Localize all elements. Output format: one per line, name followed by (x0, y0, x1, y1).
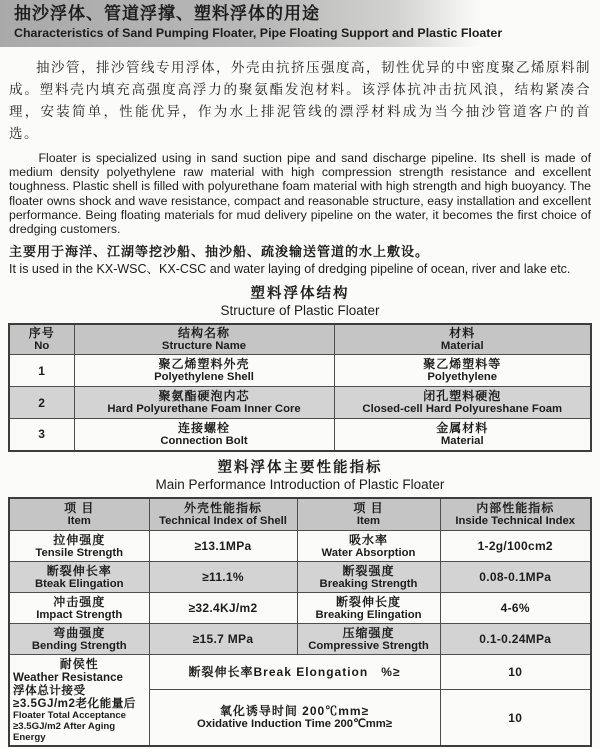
oxidative-induction-value: 10 (440, 689, 591, 746)
structure-table-header-row (9, 324, 591, 355)
row-material: 聚乙烯塑料等 Polyethylene (334, 355, 591, 387)
header-item-shell: 项 目 Item (9, 498, 149, 531)
table-row-weather-a (9, 655, 591, 690)
performance-section-heading (0, 460, 600, 493)
inside-value: 0.08-0.1MPa (440, 562, 591, 593)
inside-value: 1-2g/100cm2 (440, 531, 591, 562)
structure-table (8, 323, 592, 452)
inside-value: 4-6% (440, 593, 591, 624)
inside-item: 吸水率 Water Absorption (297, 531, 440, 562)
intro-paragraph-en: Floater is specialized using in sand suction pipe and sand discharge pipeline. Its shell is made of medium density polyethylene raw material with high compression strength resistance and excellent toughness. Plastic shell is filled with polyurethane foam material with high strength and high buoyancy. The floater owns shock and wave resistance, compact and reasonable structure, easy installation and excellent performance. Being floating materials for mud delivery pipeline on the water, it becomes the first choice of dredging customers. (9, 151, 591, 237)
table-row (9, 624, 591, 655)
row-no: 2 (9, 387, 74, 419)
header-inside-index: 内部性能指标 Inside Technical Index (440, 498, 591, 531)
performance-heading-en: Main Performance Introduction of Plastic Floater (155, 476, 445, 492)
shell-value: ≥13.1MPa (149, 531, 297, 562)
shell-value: ≥11.1% (149, 562, 297, 593)
usage-line-en: It is used in the KX-WSC、KX-CSC and water laying of dredging pipeline of ocean, river and lake etc. (9, 262, 571, 277)
header-item-inside: 项 目 Item (297, 498, 440, 531)
usage-block (9, 243, 591, 278)
table-row (9, 355, 591, 387)
performance-table-header-row (9, 498, 591, 531)
header-shell-index: 外壳性能指标 Technical Index of Shell (149, 498, 297, 531)
structure-section-heading (0, 286, 600, 319)
table-row (9, 593, 591, 624)
break-elongation-value: 10 (440, 655, 591, 690)
header-no: 序号 No (9, 324, 74, 355)
inside-item: 压缩强度 Compressive Strength (297, 624, 440, 655)
row-no: 3 (9, 419, 74, 451)
weather-resistance-cell: 耐侯性 Weather Resistance 浮体总计接受≥3.5GJ/m2老化能量后 Floater Total Acceptance ≥3.5GJ/m2 After Aging Energy (9, 655, 149, 747)
usage-line-zh: 主要用于海洋、江湖等挖沙船、抽沙船、疏浚输送管道的水上敷设。 (9, 244, 430, 260)
break-elongation-label: 断裂伸长率Break Elongation %≥ (149, 655, 440, 690)
table-row (9, 562, 591, 593)
shell-item: 弯曲强度 Bending Strength (9, 624, 149, 655)
oxidative-induction-label: 氧化诱导时间 200℃mm≥ Oxidative Induction Time 200℃mm≥ (149, 689, 440, 746)
row-structure-name: 聚乙烯塑料外壳 Polyethylene Shell (74, 355, 334, 387)
inside-item: 断裂伸长度 Breaking Elingation (297, 593, 440, 624)
performance-table (8, 497, 592, 748)
intro-paragraph-zh: 抽沙管，排沙管线专用浮体，外壳由抗挤压强度高，韧性优异的中密度聚乙烯原料制成。塑料壳内填充高强度高浮力的聚氨酯发泡材料。该浮体抗冲击抗风浪，结构紧凑合理，安装简单，性能优异，作为水上排泥管线的漂浮材料成为当今抽沙管道客户的首选。 (9, 60, 591, 141)
structure-heading-en: Structure of Plastic Floater (220, 303, 380, 319)
row-no: 1 (9, 355, 74, 387)
row-material: 金属材料 Material (334, 419, 591, 451)
table-row (9, 419, 591, 451)
performance-heading-zh: 塑料浮体主要性能指标 (217, 459, 383, 476)
row-structure-name: 聚氨酯硬泡内芯 Hard Polyurethane Foam Inner Core (74, 387, 334, 419)
header-structure-name: 结构名称 Structure Name (74, 324, 334, 355)
shell-item: 断裂伸长率 Bteak Elingation (9, 562, 149, 593)
header-material: 材料 Material (334, 324, 591, 355)
page-title-en: Characteristics of Sand Pumping Floater, Pipe Floating Support and Plastic Floater (14, 26, 503, 40)
structure-heading-zh: 塑料浮体结构 (250, 286, 350, 303)
shell-value: ≥32.4KJ/m2 (149, 593, 297, 624)
table-row (9, 531, 591, 562)
shell-item: 拉伸强度 Tensile Strength (9, 531, 149, 562)
row-material: 闭孔塑料硬泡 Closed-cell Hard Polyureshane Foam (334, 387, 591, 419)
page-title-zh: 抽沙浮体、管道浮撑、塑料浮体的用途 (14, 4, 320, 23)
inside-value: 0.1-0.24MPa (440, 624, 591, 655)
title-band (0, 0, 600, 47)
table-row (9, 387, 591, 419)
shell-item: 冲击强度 Impact Strength (9, 593, 149, 624)
shell-value: ≥15.7 MPa (149, 624, 297, 655)
inside-item: 断裂强度 Breaking Strength (297, 562, 440, 593)
row-structure-name: 连接螺栓 Connection Bolt (74, 419, 334, 451)
